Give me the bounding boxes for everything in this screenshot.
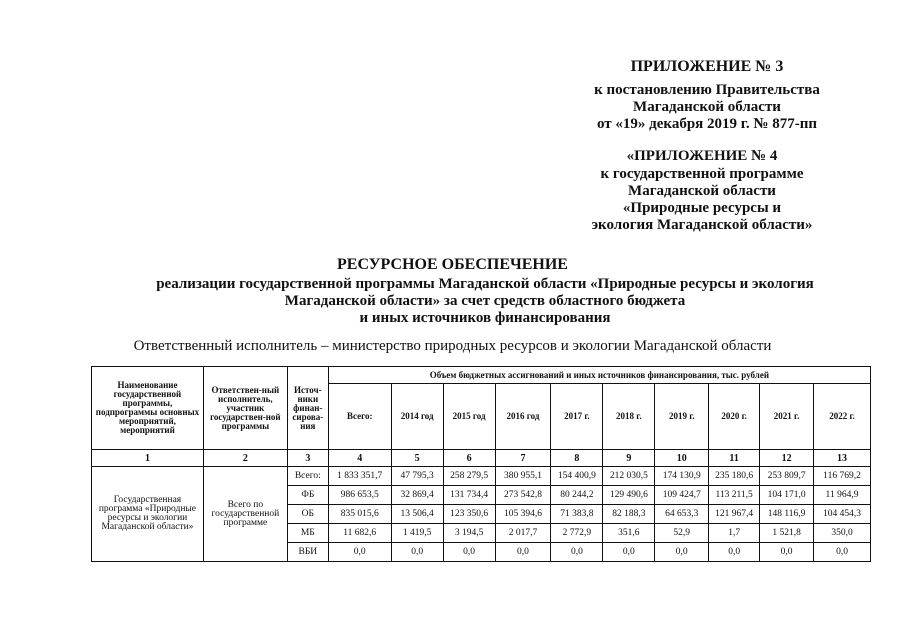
funding-value: 253 809,7 bbox=[760, 467, 814, 486]
column-number: 13 bbox=[814, 450, 871, 467]
responsible-executor: Ответственный исполнитель – министерство природных ресурсов и экологии Магаданской области bbox=[133, 338, 772, 354]
funding-value: 0,0 bbox=[603, 543, 655, 562]
funding-value: 1 419,5 bbox=[391, 524, 443, 543]
funding-value: 64 653,3 bbox=[655, 505, 709, 524]
funding-value: 0,0 bbox=[814, 543, 871, 562]
funding-value: 104 171,0 bbox=[760, 486, 814, 505]
column-number: 4 bbox=[328, 450, 391, 467]
year-header: 2018 г. bbox=[603, 384, 655, 450]
funding-value: 0,0 bbox=[760, 543, 814, 562]
funding-value: 1,7 bbox=[709, 524, 760, 543]
funding-value: 835 015,6 bbox=[328, 505, 391, 524]
funding-value: 0,0 bbox=[709, 543, 760, 562]
funding-value: 129 490,6 bbox=[603, 486, 655, 505]
year-header: 2019 г. bbox=[655, 384, 709, 450]
funding-value: 13 506,4 bbox=[391, 505, 443, 524]
appendix3-line1: к постановлению Правительства bbox=[594, 82, 820, 98]
funding-value: 148 116,9 bbox=[760, 505, 814, 524]
column-number: 9 bbox=[603, 450, 655, 467]
header-group: Объем бюджетных ассигнований и иных источников финансирования, тыс. рублей bbox=[328, 367, 870, 384]
funding-value: 116 769,2 bbox=[814, 467, 871, 486]
funding-value: 123 350,6 bbox=[443, 505, 495, 524]
funding-value: 104 454,3 bbox=[814, 505, 871, 524]
funding-value: 32 869,4 bbox=[391, 486, 443, 505]
funding-value: 121 967,4 bbox=[709, 505, 760, 524]
column-number-row bbox=[92, 450, 871, 467]
funding-value: 350,0 bbox=[814, 524, 871, 543]
funding-value: 3 194,5 bbox=[443, 524, 495, 543]
funding-value: 47 795,3 bbox=[391, 467, 443, 486]
funding-value: 235 180,6 bbox=[709, 467, 760, 486]
funding-source: Всего: bbox=[287, 467, 328, 486]
funding-value: 80 244,2 bbox=[551, 486, 603, 505]
document-title: РЕСУРСНОЕ ОБЕСПЕЧЕНИЕ bbox=[337, 256, 568, 273]
funding-value: 380 955,1 bbox=[495, 467, 551, 486]
column-number: 7 bbox=[495, 450, 551, 467]
program-executor: Всего по государственной программе bbox=[203, 467, 287, 562]
funding-value: 0,0 bbox=[328, 543, 391, 562]
appendix4-line3: «Природные ресурсы и bbox=[622, 200, 782, 216]
funding-source: ВБИ bbox=[287, 543, 328, 562]
funding-value: 351,6 bbox=[603, 524, 655, 543]
program-name: Государственная программа «Природные ресурсы и экологии Магаданской области» bbox=[92, 467, 204, 562]
appendix4-title: «ПРИЛОЖЕНИЕ № 4 bbox=[626, 148, 778, 164]
funding-source: ФБ bbox=[287, 486, 328, 505]
funding-value: 11 964,9 bbox=[814, 486, 871, 505]
appendix3-line3: от «19» декабря 2019 г. № 877-пп bbox=[596, 116, 817, 132]
year-header: Всего: bbox=[328, 384, 391, 450]
header-source: Источ-ники финан-сирова-ния bbox=[287, 367, 328, 450]
column-number: 5 bbox=[391, 450, 443, 467]
funding-value: 258 279,5 bbox=[443, 467, 495, 486]
year-header: 2020 г. bbox=[709, 384, 760, 450]
column-number: 8 bbox=[551, 450, 603, 467]
year-header: 2016 год bbox=[495, 384, 551, 450]
column-number: 3 bbox=[287, 450, 328, 467]
funding-value: 2 017,7 bbox=[495, 524, 551, 543]
funding-value: 0,0 bbox=[495, 543, 551, 562]
funding-value: 113 211,5 bbox=[709, 486, 760, 505]
funding-value: 154 400,9 bbox=[551, 467, 603, 486]
funding-value: 986 653,5 bbox=[328, 486, 391, 505]
funding-value: 1 521,8 bbox=[760, 524, 814, 543]
funding-value: 11 682,6 bbox=[328, 524, 391, 543]
header-executor: Ответствен-ный исполнитель, участник государствен-ной программы bbox=[203, 367, 287, 450]
funding-value: 0,0 bbox=[551, 543, 603, 562]
funding-value: 212 030,5 bbox=[603, 467, 655, 486]
column-number: 12 bbox=[760, 450, 814, 467]
funding-value: 273 542,8 bbox=[495, 486, 551, 505]
appendix3-title: ПРИЛОЖЕНИЕ № 3 bbox=[630, 58, 784, 75]
appendix4-line4: экология Магаданской области» bbox=[591, 217, 813, 233]
column-number: 10 bbox=[655, 450, 709, 467]
year-header: 2021 г. bbox=[760, 384, 814, 450]
year-header: 2014 год bbox=[391, 384, 443, 450]
funding-value: 174 130,9 bbox=[655, 467, 709, 486]
appendix3-decree bbox=[577, 82, 837, 133]
column-number: 1 bbox=[92, 450, 204, 467]
funding-value: 71 383,8 bbox=[551, 505, 603, 524]
funding-value: 105 394,6 bbox=[495, 505, 551, 524]
funding-value: 52,9 bbox=[655, 524, 709, 543]
appendix4-program bbox=[577, 166, 827, 234]
column-number: 11 bbox=[709, 450, 760, 467]
year-header: 2017 г. bbox=[551, 384, 603, 450]
funding-value: 0,0 bbox=[655, 543, 709, 562]
subtitle-line1: реализации государственной программы Магаданской области «Природные ресурсы и экология bbox=[156, 276, 814, 292]
funding-source: МБ bbox=[287, 524, 328, 543]
subtitle-line2: Магаданской области» за счет средств областного бюджета bbox=[284, 293, 686, 309]
document-subtitle bbox=[140, 276, 830, 327]
funding-value: 131 734,4 bbox=[443, 486, 495, 505]
funding-value: 0,0 bbox=[443, 543, 495, 562]
resource-table bbox=[91, 366, 871, 562]
year-header: 2015 год bbox=[443, 384, 495, 450]
column-number: 6 bbox=[443, 450, 495, 467]
subtitle-line3: и иных источников финансирования bbox=[359, 310, 611, 326]
appendix3-line2: Магаданской области bbox=[633, 99, 781, 115]
appendix4-line1: к государственной программе bbox=[600, 166, 804, 182]
funding-value: 0,0 bbox=[391, 543, 443, 562]
appendix4-line2: Магаданской области bbox=[628, 183, 776, 199]
header-name: Наименование государственной программы, подпрограммы основных мероприятий, мероприятий bbox=[92, 367, 204, 450]
funding-value: 1 833 351,7 bbox=[328, 467, 391, 486]
table-row bbox=[92, 467, 871, 486]
year-header: 2022 г. bbox=[814, 384, 871, 450]
column-number: 2 bbox=[203, 450, 287, 467]
funding-value: 109 424,7 bbox=[655, 486, 709, 505]
funding-value: 2 772,9 bbox=[551, 524, 603, 543]
funding-value: 82 188,3 bbox=[603, 505, 655, 524]
funding-source: ОБ bbox=[287, 505, 328, 524]
